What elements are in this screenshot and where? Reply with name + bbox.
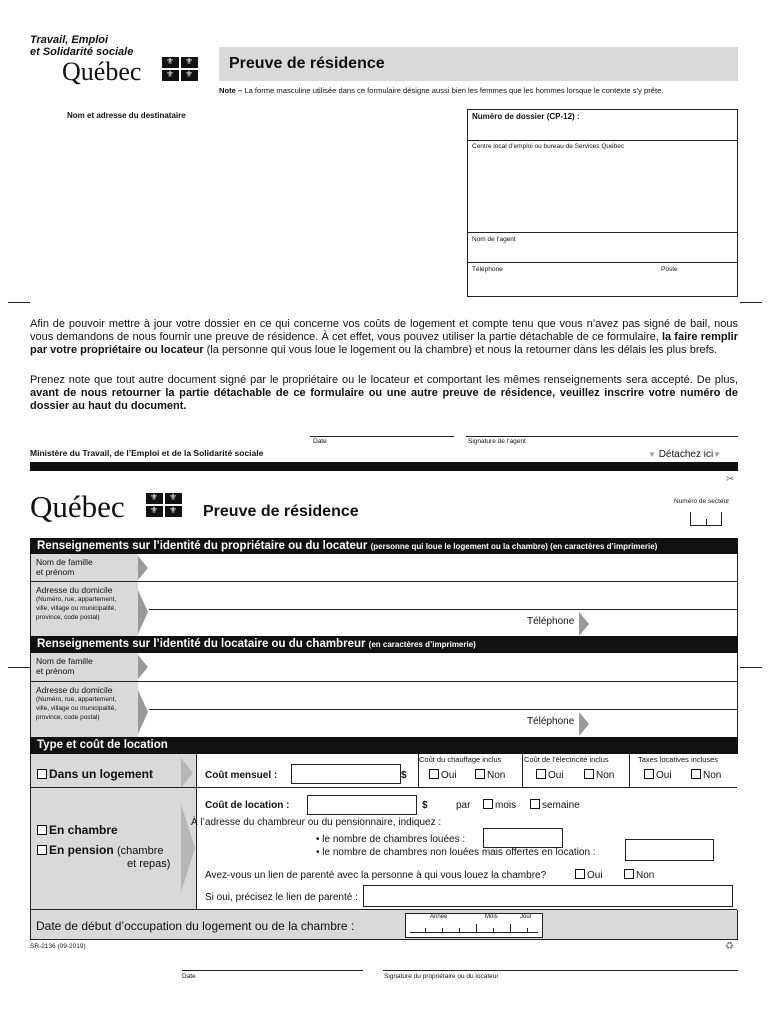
dollar-sign: $ [401,770,407,781]
relation-specify-input[interactable] [363,885,733,907]
sector-input[interactable] [690,512,722,526]
phone-label: Téléphone [472,266,503,273]
relation-oui-checkbox[interactable] [575,869,585,879]
start-date-row [30,910,738,940]
rent-cost-input[interactable] [307,795,417,815]
rooms-rented-input[interactable] [483,828,563,848]
room-row: En chambre En pension (chambre et repas) Coût de location : $ par mois semaine À l’adresse du chambreur ou du pensionnaire, indiquez : • le nombre de chambres louées : • le nombre de chambres non louées mais offertes en location : Avez-vous un lien de parenté avec la personne à qui vous louez la chambre? Oui Non Si oui, précisez le lien de parenté : [30,788,738,910]
day-label: Jour [520,914,532,920]
relation-non-checkbox[interactable] [624,869,634,879]
owner-phone-input[interactable] [31,610,737,636]
form-title: Preuve de résidence [203,503,359,520]
page-title: Preuve de résidence [229,55,385,72]
ministry-footer: Ministère du Travail, de l’Emploi et de la Solidarité sociale [30,448,264,458]
heating-label: Coût du chauffage inclus [419,755,502,764]
owner-signature-line[interactable] [383,970,738,971]
quebec-flag-icon [161,56,203,82]
taxes-oui-checkbox[interactable] [644,769,654,779]
heating-non-checkbox[interactable] [475,769,485,779]
owner-address-label: Adresse du domicile (Numéro, rue, appartement, ville, village ou municipalité, province, code postal) [36,585,117,621]
file-info-box [467,109,738,297]
rooms-offered-input[interactable] [625,839,714,861]
poste-label: Poste [661,266,678,273]
note [219,86,663,95]
tenant-section-header: Renseignements sur l’identité du locataire ou du chambreur (en caractères d’imprimerie) [30,636,738,653]
fold-mark [8,302,30,303]
form-quebec-logo-text: Québec [30,489,125,524]
relation-specify-label: Si oui, précisez le lien de parenté : [205,892,358,903]
owner-name-label: Nom de famille et prénom [36,557,93,577]
tenant-address-label: Adresse du domicile (Numéro, rue, appartement, ville, village ou municipalité, province, code postal) [36,685,117,721]
month-checkbox[interactable] [483,799,493,809]
dollar-sign: $ [422,800,428,811]
form-quebec-flag-icon [145,492,187,518]
recycle-icon: ♻ [725,941,734,952]
date-line[interactable] [310,436,454,437]
title-banner [219,47,738,81]
dwelling-checkbox[interactable] [37,769,47,779]
start-date-input[interactable] [405,913,543,938]
detach-here: ▼ Détachez ici▼ [648,449,722,460]
owner-phone-label: Téléphone [527,616,575,627]
dwelling-row: Dans un logement Coût mensuel : $ Coût du chauffage inclus Oui Non Coût de l’électricité inclus Oui Non Taxes locatives incluses Oui Non [30,754,738,788]
sector-label: Numéro de secteur [674,498,730,505]
dwelling-option[interactable]: Dans un logement [37,767,153,781]
ministry-line-2: et Solidarité sociale [30,46,134,58]
owner-address-input[interactable] [149,582,737,610]
owner-date-line[interactable] [182,970,363,971]
tenant-phone-label: Téléphone [527,716,575,727]
agent-label: Nom de l’agent [472,236,516,243]
monthly-cost-label: Coût mensuel : [205,770,278,781]
agent-signature-line[interactable] [466,436,738,437]
rooms-offered-label: • le nombre de chambres non louées mais offertes en location : [316,847,596,858]
room-checkbox[interactable] [37,825,47,835]
owner-fields [30,554,738,636]
pension-sub: et repas) [127,858,171,870]
pension-option[interactable]: En pension (chambre [37,843,163,857]
ministry-name [30,34,133,58]
owner-signature-label: Signature du propriétaire ou du locateur [384,973,499,980]
tenant-address-input[interactable] [149,682,737,710]
detach-label: Détachez ici [658,449,714,460]
room-option[interactable]: En chambre [37,823,118,837]
quebec-logo-text: Québec [62,57,142,86]
electricity-label: Coût de l’électricité inclus [524,755,609,764]
tenant-name-label: Nom de famille et prénom [36,656,93,676]
dossier-label: Numéro de dossier (CP-12) : [472,112,580,121]
month-label: Mois [485,914,498,920]
rooms-rented-label: • le nombre de chambres louées : [316,834,466,845]
taxes-label: Taxes locatives incluses [638,755,719,764]
ministry-line-1: Travail, Emploi [30,34,109,46]
agent-signature-label: Signature de l’agent [468,438,526,445]
intro-paragraph-2: Prenez note que tout autre document signé par le propriétaire ou le locateur et comportant les mêmes renseignements sera accepté. De plus, avant de nous retourner la partie détachable de ce formulaire ou une autre preuve de résidence, veuillez inscrire votre numéro de dossier au haut du document. [30,374,738,412]
fold-mark [8,667,30,668]
note-label: Note – [219,86,243,95]
heating-oui-checkbox[interactable] [429,769,439,779]
year-label: Année [430,914,448,920]
detach-bar [30,462,738,471]
start-date-label: Date de début d’occupation du logement ou de la chambre : [36,919,355,933]
per-label: par [456,800,471,811]
address-instruction: À l’adresse du chambreur ou du pensionnaire, indiquez : [191,817,442,828]
rent-cost-label: Coût de location : [205,800,290,811]
electricity-oui-checkbox[interactable] [536,769,546,779]
electricity-non-checkbox[interactable] [584,769,594,779]
form-code: SR-2136 (09-2019) [30,943,86,950]
note-text: La forme masculine utilisée dans ce formulaire désigne aussi bien les femmes que les hommes lorsque le contexte s’y prête. [244,86,664,95]
owner-date-label: Date [182,973,196,980]
intro-paragraph-1: Afin de pouvoir mettre à jour votre dossier en ce qui concerne vos coûts de logement et compte tenu que vous n’avez pas signé de bail, nous vous demandons de nous fournir une preuve de résidence. À cet effet, vous pouvez utiliser la partie détachable de ce formulaire, la faire remplir par votre propriétaire ou locateur (la personne qui vous loue le logement ou la chambre) et nous la retourner dans les délais les plus brefs. [30,318,738,356]
scissors-icon: ✂ [726,474,735,485]
week-checkbox[interactable] [530,799,540,809]
relation-question: Avez-vous un lien de parenté avec la personne à qui vous louez la chambre? [205,870,547,881]
monthly-cost-input[interactable] [291,764,401,784]
owner-section-header: Renseignements sur l’identité du propriétaire ou du locateur (personne qui loue le logement ou la chambre) (en caractères d’imprimerie) [30,538,738,554]
date-label: Date [313,438,327,445]
fold-mark [740,302,762,303]
centre-label: Centre local d’emploi ou bureau de Services Québec [472,143,625,150]
recipient-label: Nom et adresse du destinataire [67,111,186,120]
tenant-fields [30,653,738,737]
rent-section-header: Type et coût de location [30,737,738,754]
taxes-non-checkbox[interactable] [691,769,701,779]
fold-mark [740,667,762,668]
pension-checkbox[interactable] [37,845,47,855]
tenant-name-input[interactable] [31,653,737,682]
owner-name-input[interactable] [31,554,737,582]
